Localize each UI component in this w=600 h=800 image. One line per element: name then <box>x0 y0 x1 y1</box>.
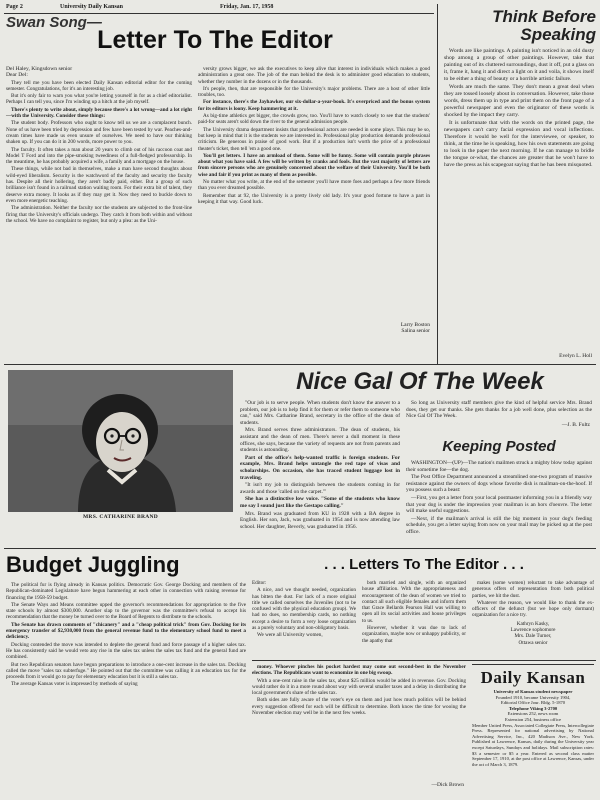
letter1-paragraph: The student body. Professors who ought to know tell us we are a complacent bunch. None of us have been tried by depression and few have been tested by war. Peaches-and-cream times have made us even unsure of ourselves. We need to have our thinking shaken up. If you can do it in 200 words, more power to you. <box>6 120 192 146</box>
letter1-salutation: Dear Del: <box>6 72 28 79</box>
letters2-column-2 <box>362 580 466 645</box>
keeping-posted-headline: Keeping Posted <box>442 438 556 455</box>
signer-line: Ottawa senior <box>518 639 548 646</box>
kicker-swan-song: Swan Song— <box>6 14 102 31</box>
letter1-paragraph: It's people, then, that are responsible for the University's major problems. There are a host of other little troubles, too. <box>198 85 430 99</box>
keeping-paragraph: —First, you get a letter from your local postmaster informing you in a friendly way that your dog is under the impression your mailman is an hors d'oeuvre. The letter will make useful suggestions. <box>406 494 592 515</box>
catharine-brand-photo <box>8 370 233 512</box>
letters2-paragraph: A nice, and we thought needed, organization has bitten the dust. For lack of a more original title we called ourselves the Juveniles (not to be confused with the physical education group). We had no dues, no membership cards, no nothing except a desire to form a very loose organization as a purely voluntary and non-obligatory basis. <box>252 587 356 632</box>
letter1-paragraph: Remember that at 92, the University is a pretty lively old lady. It's your good fortune to have a part in keeping it that way. Good luck. <box>198 192 430 205</box>
masthead-line: Extensions 252, news room <box>507 711 559 717</box>
letter1-paragraph: They tell me you have been elected Daily Kansan editorial editor for the coming semester. Congratulations, for it's an interesting job. <box>6 79 192 92</box>
letters2-paragraph: We were all University women, <box>257 632 323 639</box>
portrait-illustration <box>8 370 233 512</box>
letter1-paragraph: For instance, there's the Jayhawker, our six-dollar-a-year-book. It's overpriced and the bonus system for its editors is loony. Keep hammering at it. <box>198 99 430 112</box>
letters2-paragraph: Editor: <box>252 580 267 586</box>
think-body <box>444 48 594 170</box>
page-number: Page 2 <box>6 4 23 10</box>
think-paragraph: It is unfortunate that with the words on the printed page, the newspapers can't carry facial expression and vocal inflections. Therefore it would be well for the interviewee, or speaker, to think, at the time he is speaking, how his own statements are going to look in the paper the next morning. If he can manage to bridle the tongue or-what, the chances are greater that he won't have to have the press as his scapegoat saying that he has been misquoted. <box>444 120 594 168</box>
issue-date: Friday, Jan. 17, 1958 <box>220 4 274 10</box>
signer-line: Mrs. Dale Turner, <box>514 633 552 640</box>
masthead-box <box>472 664 594 795</box>
masthead-line: Founded 1910, became University 1904, <box>495 694 571 700</box>
think-before-speaking-headline <box>442 8 596 44</box>
nice-gal-column-2 <box>406 400 592 421</box>
letters2-paragraph: However, whether it was due to lack of organization, maybe now or unhappy publicity, or the apathy that <box>362 625 466 644</box>
budget-paragraph: The Senate Ways and Means committee upped the governor's recommendations for appropriation to the five state schools by almost $300,000. Another slap to the governor was the committee's refusal to accept his recommendation that the money be turned over to the Board of Regents to distribute to the schools. <box>6 601 246 621</box>
letters-to-editor-headline: . . . Letters To The Editor . . . <box>324 556 524 573</box>
lower-section-rule <box>4 548 596 549</box>
letters2-paragraph: both married and single, with an organized house affiliation. With the appropriateness and encouragement of the dean of women we tried to contact all such eligible females and inform them that Grace Bellards Pearson Hall was willing to open all its social activities and house privileges to us. <box>362 580 466 624</box>
budget-juggling-headline: Budget Juggling <box>6 552 180 577</box>
letter1-paragraph: As big-time athletics get bigger, the crowds grow, too. You'll have to watch closely to see that the students' paid-for seats aren't sold down the river to the general admission people. <box>198 113 430 126</box>
masthead-title: Daily Kansan <box>480 668 586 687</box>
section-rule <box>4 364 596 365</box>
masthead-line: Extension 254, business office <box>504 716 562 722</box>
budget-paragraph: The Senate has drawn comments of "chicanery" and a "cheap political trick" from Gov. Docking for its emergency transfer of $2,930,000 from the general revenue fund to the elementary school fund to meet a deficiency. <box>6 621 246 641</box>
letter1-paragraph: There's plenty to write about, simply because there's a lot wrong—and a lot right—with the University. Consider these things: <box>6 106 192 120</box>
letter1-paragraph: The faculty. It often takes a man about 20 years to climb out of his raccoon coat and Model T Ford and into the pipe-smoking tweediness of a full-fledged professorship. In the meantime, he has probably acquired a wife, a family and a mortgage on the house. <box>6 146 192 166</box>
masthead-line: Editorial Office Jour. Bldg. 5-1870 <box>500 700 566 706</box>
think-headline-line2: Speaking <box>520 25 596 44</box>
budget-column-2 <box>252 664 466 717</box>
letter-to-editor-headline: Letter To The Editor <box>97 26 333 54</box>
letter1-signature-name: Larry Boston <box>400 322 430 328</box>
budget-paragraph: But two Republican senators have begun preparations to introduce a one-cent increase in the sales tax. Docking called the move "sales tax subterfuge." He pointed out that the committee was calling it an education tax for the proceeds from it would go to pay for elementary education but it is still a sales tax. <box>6 661 246 681</box>
paper-name: University Daily Kansan <box>60 4 124 10</box>
nice-gal-paragraph: She has a distinctive low voice. "Some of the students who know me say I sound just like the Gestapo calling." <box>240 496 400 509</box>
letters2-paragraph: makes (some women) reluctant to take advantage of generous offers of representation from both political parties, we hit the dust. <box>472 580 594 599</box>
letter1-from: Del Haley, Kingsdown senior <box>6 66 73 72</box>
nice-gal-paragraph: Part of the office's help-wanted traffic is foreign students. For example, Mrs. Brand helps untangle the red tape of visas and scholarships. On occasion, she has traced student luggage lost in traveling. <box>240 454 400 481</box>
letter1-signature <box>360 322 430 334</box>
letter1-paragraph: versity grows bigger, we ask the executives to keep alive that interest in individuals which makes a good administration a great one. The job of the man behind the desk is to administer good education to students, whether they number in the dozens or in the thousands. <box>198 66 430 85</box>
keeping-paragraph: —Next, if the mailman's arrival is still the big moment in your dog's feeding schedule, you get a letter saying from now on your mail may be picked up at the post office. <box>406 515 592 535</box>
signer-line: Lawrence sophomore <box>510 627 556 634</box>
think-paragraph: Words are like paintings. A painting isn't noticed in an old dusty shop among a group of other paintings. However, take that painting out of its cluttered surroundings, dust it off, put a glass on it, frame it, hang it and direct a light on it and voila, it shows itself to be either a thing of beauty or a horrible artistic failure. <box>444 48 594 82</box>
photo-caption: MRS. CATHARINE BRAND <box>82 514 159 520</box>
signer-line: Kathryn Kasky, <box>516 620 550 627</box>
budget-continue-rule <box>252 660 596 661</box>
budget-paragraph: The average Kansas voter is impressed by methods of saying <box>11 681 138 688</box>
letter1-column-2 <box>198 66 430 206</box>
nice-gal-paragraph: So long as University staff members give the kind of helpful service Mrs. Brand does, they get our thanks. She gets thanks for a job well done, plus selection as the Nice Gal Of The Week. <box>406 400 592 420</box>
letter1-paragraph: The University drama department insists that professional actors are needed in some plays. This may be so, but keep in mind that it is the students we are interested in. Professional play production demands professional criticism. Be generous in praise of good work. But if a production isn't worth the price of a professional theater's ticket, then tell 'em a good one. <box>198 126 430 152</box>
column-rule <box>437 4 438 364</box>
nice-gal-signature: —J. B. Fultz <box>561 422 590 428</box>
think-paragraph: Words are much the same. They don't mean a great deal when they are tossed loosely about in conversation. However, take those words, dress them up in type and print them on the front page of a powerful newspaper and even the originator of these words is shocked by the impact they carry. <box>444 84 594 118</box>
budget-paragraph: Both sides are fully aware of the voter's eye on them and just how much politics will be behind every suggestion offered for each will be difficult to determine. Both know the time for wooing the November election may well be in the next few weeks. <box>252 697 466 717</box>
think-headline-line1: Think Before <box>492 7 596 26</box>
letter1-paragraph: These things, while not bad in themselves, make a man have second thoughts about wild-eyed liberalism. Security is the watchword of the faculty and security the faculty has. Despite all their hollering, they aren't badly paid, either. But a group of such brilliance isn't found in a railroad station waiting room. For their extra bit of talent, they deserve extra money. It looks as if they may get it. Now they need to buckle down to even more energetic teaching. <box>6 166 192 204</box>
budget-signature: —Dick Brown <box>431 782 464 788</box>
letter1-paragraph: But it's only fair to warn you what you're letting yourself in for as a chief editorialist. Perhaps I can tell you, since I'm winding up a hitch at the job myself. <box>6 93 192 106</box>
nice-gal-paragraph: Mrs. Brand serves three administrators. The dean of students, his assistant and the dean of men. There's never a dull moment in these offices, she says, because the variety of requests are not from parents and students is astounding. <box>240 427 400 454</box>
masthead-info <box>472 689 594 767</box>
budget-paragraph: With a one-cent raise in the sales tax, about $25 million would be added in revenue. Gov. Docking would rather do it in a more round about way with several smaller taxes and a delay in distributing the local government's share of the sales tax. <box>252 677 466 697</box>
budget-paragraph: Docking contended the move was intended to deplete the general fund and force passage of a higher sales tax. He has consistently said he would veto any rise in the sales tax unless the sales tax fund and the general fund are combined. <box>6 641 246 661</box>
budget-paragraph: money. Whoever pinches his pocket hardest may come out second-best in the November elections. The Republicans want to economize in one big swoop. <box>252 664 466 677</box>
keeping-paragraph: The Post Office Department announced a streamlined one-two program of massive resistance against the owners of dogs whose favorite dish is mailman-on-the-hoof. If you possess such a beast: <box>406 474 592 494</box>
budget-paragraph: The political fur is flying already in Kansas politics. Democratic Gov. George Docking and members of the Republican-dominated Legislature have begun hammering at each other in connection with raising revenue for financing the 1958-59 budget. <box>6 582 246 601</box>
letter1-paragraph: The administration. Neither the faculty nor the students are subjected to the front-line firing that the University's officials undergo. They catch it from both within and without the school. We have no complaint to register, but only a plea: as the Uni- <box>6 205 192 224</box>
nice-gal-paragraph: "It isn't my job to distinguish between the students coming in for awards and those 'called on the carpet.'" <box>240 482 400 495</box>
nice-gal-headline: Nice Gal Of The Week <box>296 368 544 395</box>
think-signature: Evelyn L. Holl <box>559 353 592 359</box>
letters2-column-3 <box>472 580 594 646</box>
letter1-paragraph: No matter what you write, at the end of the semester you'll have more foes and perhaps a few more friends than you ever dreamed possible. <box>198 179 430 192</box>
letters2-column-1 <box>252 580 356 640</box>
nice-gal-paragraph: "Our job is to serve people. When students don't know the answer to a problem, our job is to help find it for them or refer them to someone who can," said Mrs. Catharine Brand, secretary in the office of the dean of students. <box>240 400 400 426</box>
nice-gal-paragraph: Mrs. Brand was graduated from KU in 1928 with a BA degree in English. Her son, Jack, was graduated in 1954 and is now attending law school. Her daughter, Beverly, was graduated in 1956. <box>240 510 400 530</box>
letter1-paragraph: You'll get letters. I have an armload of them. Some will be funny. Some will contain purple phrases about what you have said. A few will be written by cranks and fools. But the vast majority of letters are from sincere persons who are genuinely concerned about the welfare of their University. You'll be both wise and fair if you print as many of them as possible. <box>198 152 430 178</box>
keeping-posted-body <box>406 460 592 537</box>
letter1-column-1 <box>6 66 192 225</box>
masthead-line: Telephone Viking 3-2700 <box>508 705 558 711</box>
keeping-paragraph: WASHINGTON—(UP)—The nation's mailmen struck a mighty blow today against their sometime foe—the dog. <box>406 460 592 473</box>
letters2-paragraph: Whatever the reason, we would like to thank the ex-officers of the defunct (but we hope only dormant) organization for a nice try. <box>472 599 594 619</box>
letters2-signers <box>472 621 594 646</box>
masthead-line: Member United Press, Associated Collegiate Press, Intercollegiate Press. Represented for national advertising by National Advertising Service, Inc., 420 Madison Ave., New York. Published at Lawrence, Kansas, daily during the University year except Saturdays, Sundays and holidays. Mail subscription rates: $3 a semester or $5 a year. Entered as second class matter September 17, 1910, at the post office at Lawrence, Kansas, under the act of March 3, 1879. <box>472 722 594 767</box>
masthead-line: University of Kansas student newspaper <box>493 689 573 694</box>
nice-gal-column-1 <box>240 400 400 531</box>
budget-column-1 <box>6 582 246 689</box>
letter1-signature-title: Salina senior <box>401 328 430 334</box>
